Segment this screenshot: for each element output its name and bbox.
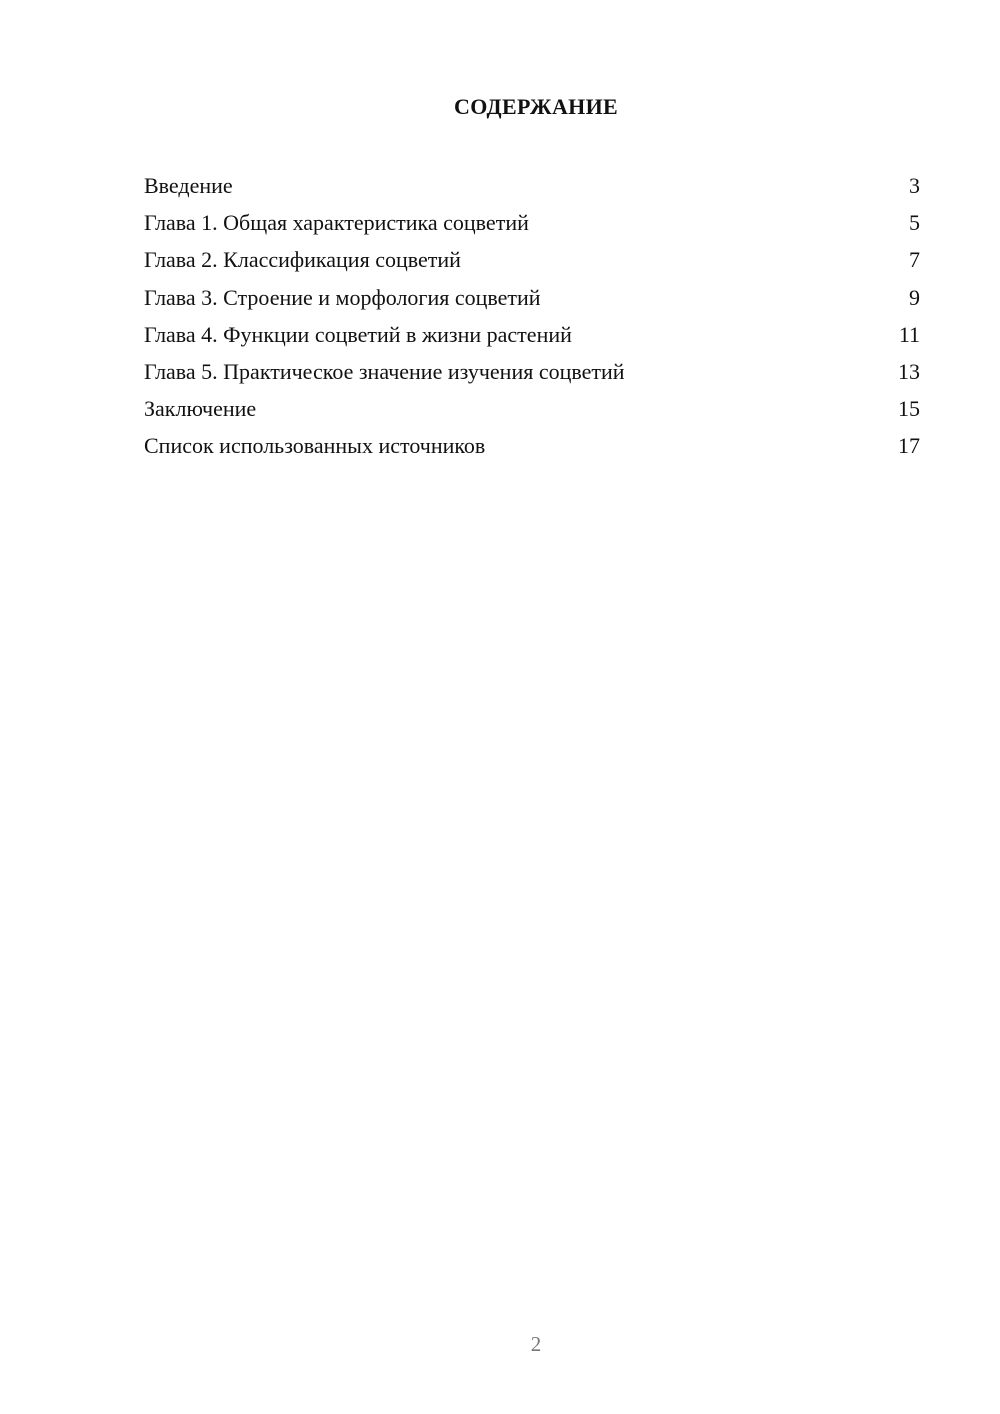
toc-entry-title: Глава 1. Общая характеристика соцветий	[144, 210, 529, 236]
toc-entry	[144, 241, 920, 278]
toc-entry-page: 7	[909, 247, 920, 273]
page-number: 2	[530, 1332, 542, 1356]
toc-entry-page: 11	[898, 321, 920, 347]
toc-entry-title: Глава 3. Строение и морфология соцветий	[144, 284, 541, 310]
toc-entry-page: 9	[909, 284, 920, 310]
toc-entry-page: 5	[909, 210, 920, 236]
toc-entry-page: 15	[898, 396, 920, 422]
toc-entry-page: 13	[898, 358, 920, 384]
toc-entry-title: Заключение	[144, 396, 257, 422]
toc-entry	[144, 279, 920, 316]
toc-entry	[144, 427, 920, 464]
toc-entry	[144, 353, 920, 390]
table-of-contents	[144, 167, 920, 465]
toc-entry	[144, 204, 920, 241]
toc-entry-title: Список использованных источников	[144, 433, 486, 459]
toc-entry-title: Глава 2. Классификация соцветий	[144, 247, 461, 273]
toc-entry-page: 17	[898, 433, 920, 459]
page-title: СОДЕРЖАНИЕ	[454, 94, 618, 119]
toc-entry	[144, 167, 920, 204]
toc-entry-title: Глава 5. Практическое значение изучения соцветий	[144, 358, 625, 384]
toc-entry-page: 3	[909, 173, 920, 198]
toc-entry-title: Глава 4. Функции соцветий в жизни растений	[144, 321, 572, 347]
toc-entry	[144, 316, 920, 353]
toc-entry-title: Введение	[144, 173, 233, 198]
toc-entry	[144, 390, 920, 427]
